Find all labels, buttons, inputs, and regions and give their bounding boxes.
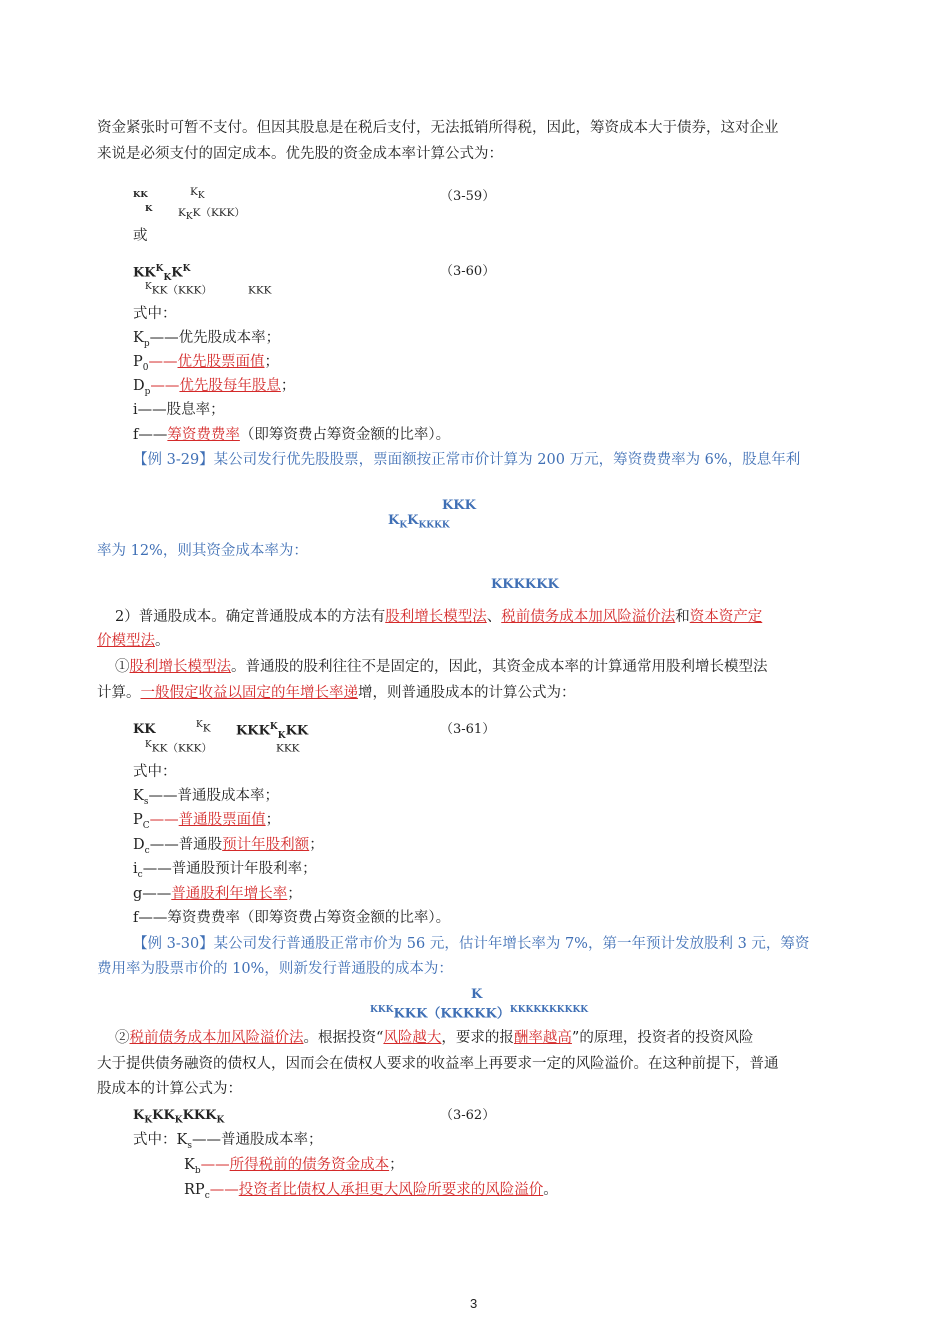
risk-premium-line-3: 股成本的计算公式为： bbox=[97, 1081, 242, 1097]
formula-denominator: $^K$KK（KKK） KKK bbox=[145, 740, 300, 755]
def-i: i——股息率； bbox=[133, 402, 225, 418]
risk-premium-line-2: 大于提供债务融资的债权人，因而会在债权人要求的收益率上再要求一定的风险溢价。在这种前提下，普通 bbox=[97, 1056, 779, 1072]
def-rpc: $RP_c——$投资者比债权人承担更大风险所要求的风险溢价。 bbox=[184, 1182, 558, 1201]
page-number: 3 bbox=[470, 1296, 478, 1311]
example-3-29-line-2: 率为 12%，则其资金成本率为： bbox=[97, 543, 308, 559]
example-formula-top: K bbox=[471, 987, 483, 1002]
formula-left-bottom: K bbox=[145, 204, 153, 214]
formula-left-top: KK bbox=[133, 190, 148, 200]
equation-number: （3-61） bbox=[440, 722, 496, 737]
defs-head: 式中： bbox=[133, 764, 177, 780]
equation-number: （3-62） bbox=[440, 1108, 496, 1123]
example-formula-bottom: $^{KKK}$KKK（KKKKK）$^{KKKKKKKKKK}$ bbox=[370, 1005, 589, 1022]
formula-numerator: $^K$K bbox=[196, 720, 211, 735]
example-3-30-line-1: 【例 3-30】某公司发行普通股正常市价为 56 元，估计年增长率为 7%，第一年预计发放股利 3 元，筹资 bbox=[133, 936, 810, 952]
def-f: f——筹资费费率（即筹资费占筹资金额的比率）。 bbox=[133, 910, 451, 926]
common-stock-line-1: 2）普通股成本。确定普通股成本的方法有股利增长模型法、税前债务成本加风险溢价法和资本资产定 bbox=[115, 609, 763, 625]
def-p0: $P_0——$优先股票面值； bbox=[133, 354, 279, 373]
formula-numerator: $K_K$ bbox=[190, 186, 205, 202]
example-3-29-line-1: 【例 3-29】某公司发行优先股股票，票面额按正常市价计算为 200 万元，筹资费费率为 6%，股息年利 bbox=[133, 452, 801, 468]
defs-head: 式中： bbox=[133, 306, 177, 322]
def-kp: $K_p——$优先股成本率； bbox=[133, 330, 281, 349]
example-result: KKKKKK bbox=[491, 577, 559, 592]
def-kb: $K_b——$所得税前的债务资金成本； bbox=[184, 1157, 404, 1176]
formula-denominator: $^K$KK（KKK） KKK bbox=[145, 282, 272, 297]
equation-number: （3-59） bbox=[440, 189, 496, 204]
def-g: g——普通股利年增长率； bbox=[133, 886, 302, 902]
formula-right: $KKK^K_KKK$ bbox=[236, 722, 309, 741]
def-pc: $P_C——$普通股票面值； bbox=[133, 812, 281, 831]
example-3-30-line-2: 费用率为股票市价的 10%，则新发行普通股的成本为： bbox=[97, 961, 453, 977]
intro-line-2: 来说是必须支付的固定成本。优先股的资金成本率计算公式为： bbox=[97, 146, 503, 162]
or-word: 或 bbox=[133, 228, 148, 244]
risk-premium-line-1: ②税前债务成本加风险溢价法。根据投资“风险越大，要求的报酬率越高”的原理，投资者的投资风险 bbox=[115, 1030, 754, 1046]
def-f: f——筹资费费率（即筹资费占筹资金额的比率）。 bbox=[133, 427, 451, 443]
intro-line-1: 资金紧张时可暂不支付。但因其股息是在税后支付，无法抵销所得税，因此，筹资成本大于债券，这对企业 bbox=[97, 120, 779, 136]
def-ks: 式中：$K_s——$普通股成本率； bbox=[133, 1132, 323, 1151]
formula-main: $KK^K_KK^K$ bbox=[133, 264, 191, 283]
formula-left: KK bbox=[133, 722, 156, 737]
def-ks: $K_s——$普通股成本率； bbox=[133, 788, 279, 807]
def-dp: $D_p——$优先股每年股息； bbox=[133, 378, 296, 397]
dividend-model-line-1: ①股利增长模型法。普通股的股利往往不是固定的，因此，其资金成本率的计算通常用股利增长模型法 bbox=[115, 659, 768, 675]
def-dc: $D_c——$普通股预计年股利额； bbox=[133, 837, 324, 856]
def-ic: $i_c——$普通股预计年股利率； bbox=[133, 861, 317, 880]
formula-denominator: $K_KK(KKK)$ bbox=[178, 207, 245, 223]
dividend-model-line-2: 计算。一般假定收益以固定的年增长率递增，则普通股成本的计算公式为： bbox=[97, 685, 576, 701]
equation-number: （3-60） bbox=[440, 264, 496, 279]
example-formula-top: KKK bbox=[442, 498, 476, 513]
formula-3-62: $K_KKK_KKKK_K$ bbox=[133, 1108, 225, 1126]
common-stock-line-2: 价模型法。 bbox=[97, 633, 170, 649]
example-formula-bottom: $K_KK_{KKKK}$ bbox=[388, 513, 450, 531]
